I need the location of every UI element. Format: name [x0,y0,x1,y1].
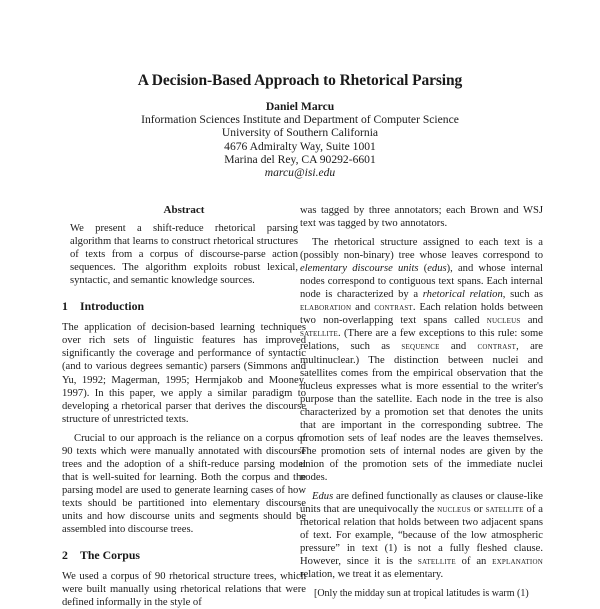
relation-name: contrast [374,302,413,314]
text-run: . Each relation holds between two non-overlapping text spans called [300,302,543,327]
abstract-heading: Abstract [163,204,205,216]
text-run: of a rhetorical relation that holds between two adjacent spans of text. For example, “because of the low atmospheric pressure” in text (1) is not a fully fleshed clause. However, since it is the [300,504,544,568]
address-line-2: Marina del Rey, CA 90292-6601 [224,152,376,166]
text-run: . (There are a few exceptions to this rule: some relations, such as [300,328,543,353]
text-run: , such as [502,289,543,301]
text-run: relation, we treat it as elementary. [300,569,444,581]
section-number: 2 [62,548,68,563]
text-run: of an [455,556,493,568]
relation-name: elaboration [300,302,352,314]
abstract-text: We present a shift-reduce rhetorical parsing algorithm that learns to construct rhetorical structures of texts from a corpus of discourse-parse action sequences. The algorithm exploits robust lexical, syntactic, and semantic knowledge sources. [70,223,298,287]
affiliation-line-1: Information Sciences Institute and Department of Computer Science [141,113,459,127]
text-run: and [351,302,375,314]
relation-name: satellite [485,504,524,516]
relation-name: sequence [401,341,440,353]
author-email: marcu@isi.edu [264,166,336,180]
intro-paragraph-1: The application of decision-based learning techniques over rich sets of linguistic features has improved significantly the coverage and performance of syntactic (and to various degrees semantic) parsers (Simmons and Yu, 1992; Magerman, 1995; Hermjakob and Mooney, 1997). In this paper, we apply a similar paradigm to developing a rhetorical parser that derives the discourse structure of unrestricted texts. [62,322,306,425]
text-run: ), and whose internal nodes correspond to contiguous text spans. Each internal node is characterized by a [300,263,543,301]
section-title: Introduction [80,299,145,314]
text-run: are defined functionally as clauses or clause-like units that are unequivocally the [300,490,543,516]
relation-name: explanation [492,556,543,568]
text-run: The rhetorical structure assigned to each text is a (possibly non-binary) tree whose leaves correspond to [300,237,543,262]
text-run: and [520,315,543,327]
section-title: The Corpus [80,548,140,563]
paper-title: A Decision-Based Approach to Rhetorical Parsing [137,72,463,89]
emphasis-term: elementary discourse units [300,263,419,275]
text-run: , are multinuclear.) The distinction between nuclei and satellites comes from the empirical observation that the nucleus expresses what is more essential to the writer's purpose than the satellite. Each node in the tree is also characterized by a promotion set that denotes the units that are important in the corresponding subtree. The promotion sets of leaf nodes are the leaves themselves. The promotion sets of internal nodes are given by the union of the promotion sets of the immediate nuclei nodes. [300,341,543,483]
corpus-paragraph-1: We used a corpus of 90 rhetorical structure trees, which were built manually using rhetorical relations that were defined informally in the style of [62,571,306,609]
emphasis-term: edus [427,263,447,275]
relation-name: satellite [300,328,338,340]
text-run: or [470,504,486,516]
author-block [0,100,600,179]
left-column [62,204,306,609]
relation-name: satellite [417,556,456,568]
affiliation-line-2: University of Southern California [221,126,379,140]
edus-paragraph [300,490,543,581]
relation-name: nucleus [486,315,521,327]
right-column [300,204,543,581]
section-number: 1 [62,299,68,314]
emphasis-term: rhetorical relation [422,289,503,301]
example-text-1: [Only the midday sun at tropical latitudes is warm (1) [314,588,529,599]
relation-name: nucleus [437,504,471,516]
intro-paragraph-2: Crucial to our approach is the reliance on a corpus of 90 texts which were manually annotated with discourse trees and the adoption of a shift-reduce parsing model that is well-suited for learning. Both the corpus and the parsing model are used to generate learning cases of how texts should be partitioned into elementary discourse units and how discourse units and segments should be assembled into discourse trees. [62,432,306,536]
author-name: Daniel Marcu [265,100,335,113]
section-heading-corpus [62,549,306,562]
corpus-continuation: was tagged by three annotators; each Brown and WSJ text was tagged by two annotators. [300,205,543,230]
text-run: ( [418,263,428,275]
emphasis-term: Edus [312,490,334,502]
address-line-1: 4676 Admiralty Way, Suite 1001 [224,139,376,153]
structure-paragraph [300,236,543,484]
text-run: and [439,341,478,353]
section-heading-introduction [62,300,306,313]
relation-name: contrast [477,341,517,353]
